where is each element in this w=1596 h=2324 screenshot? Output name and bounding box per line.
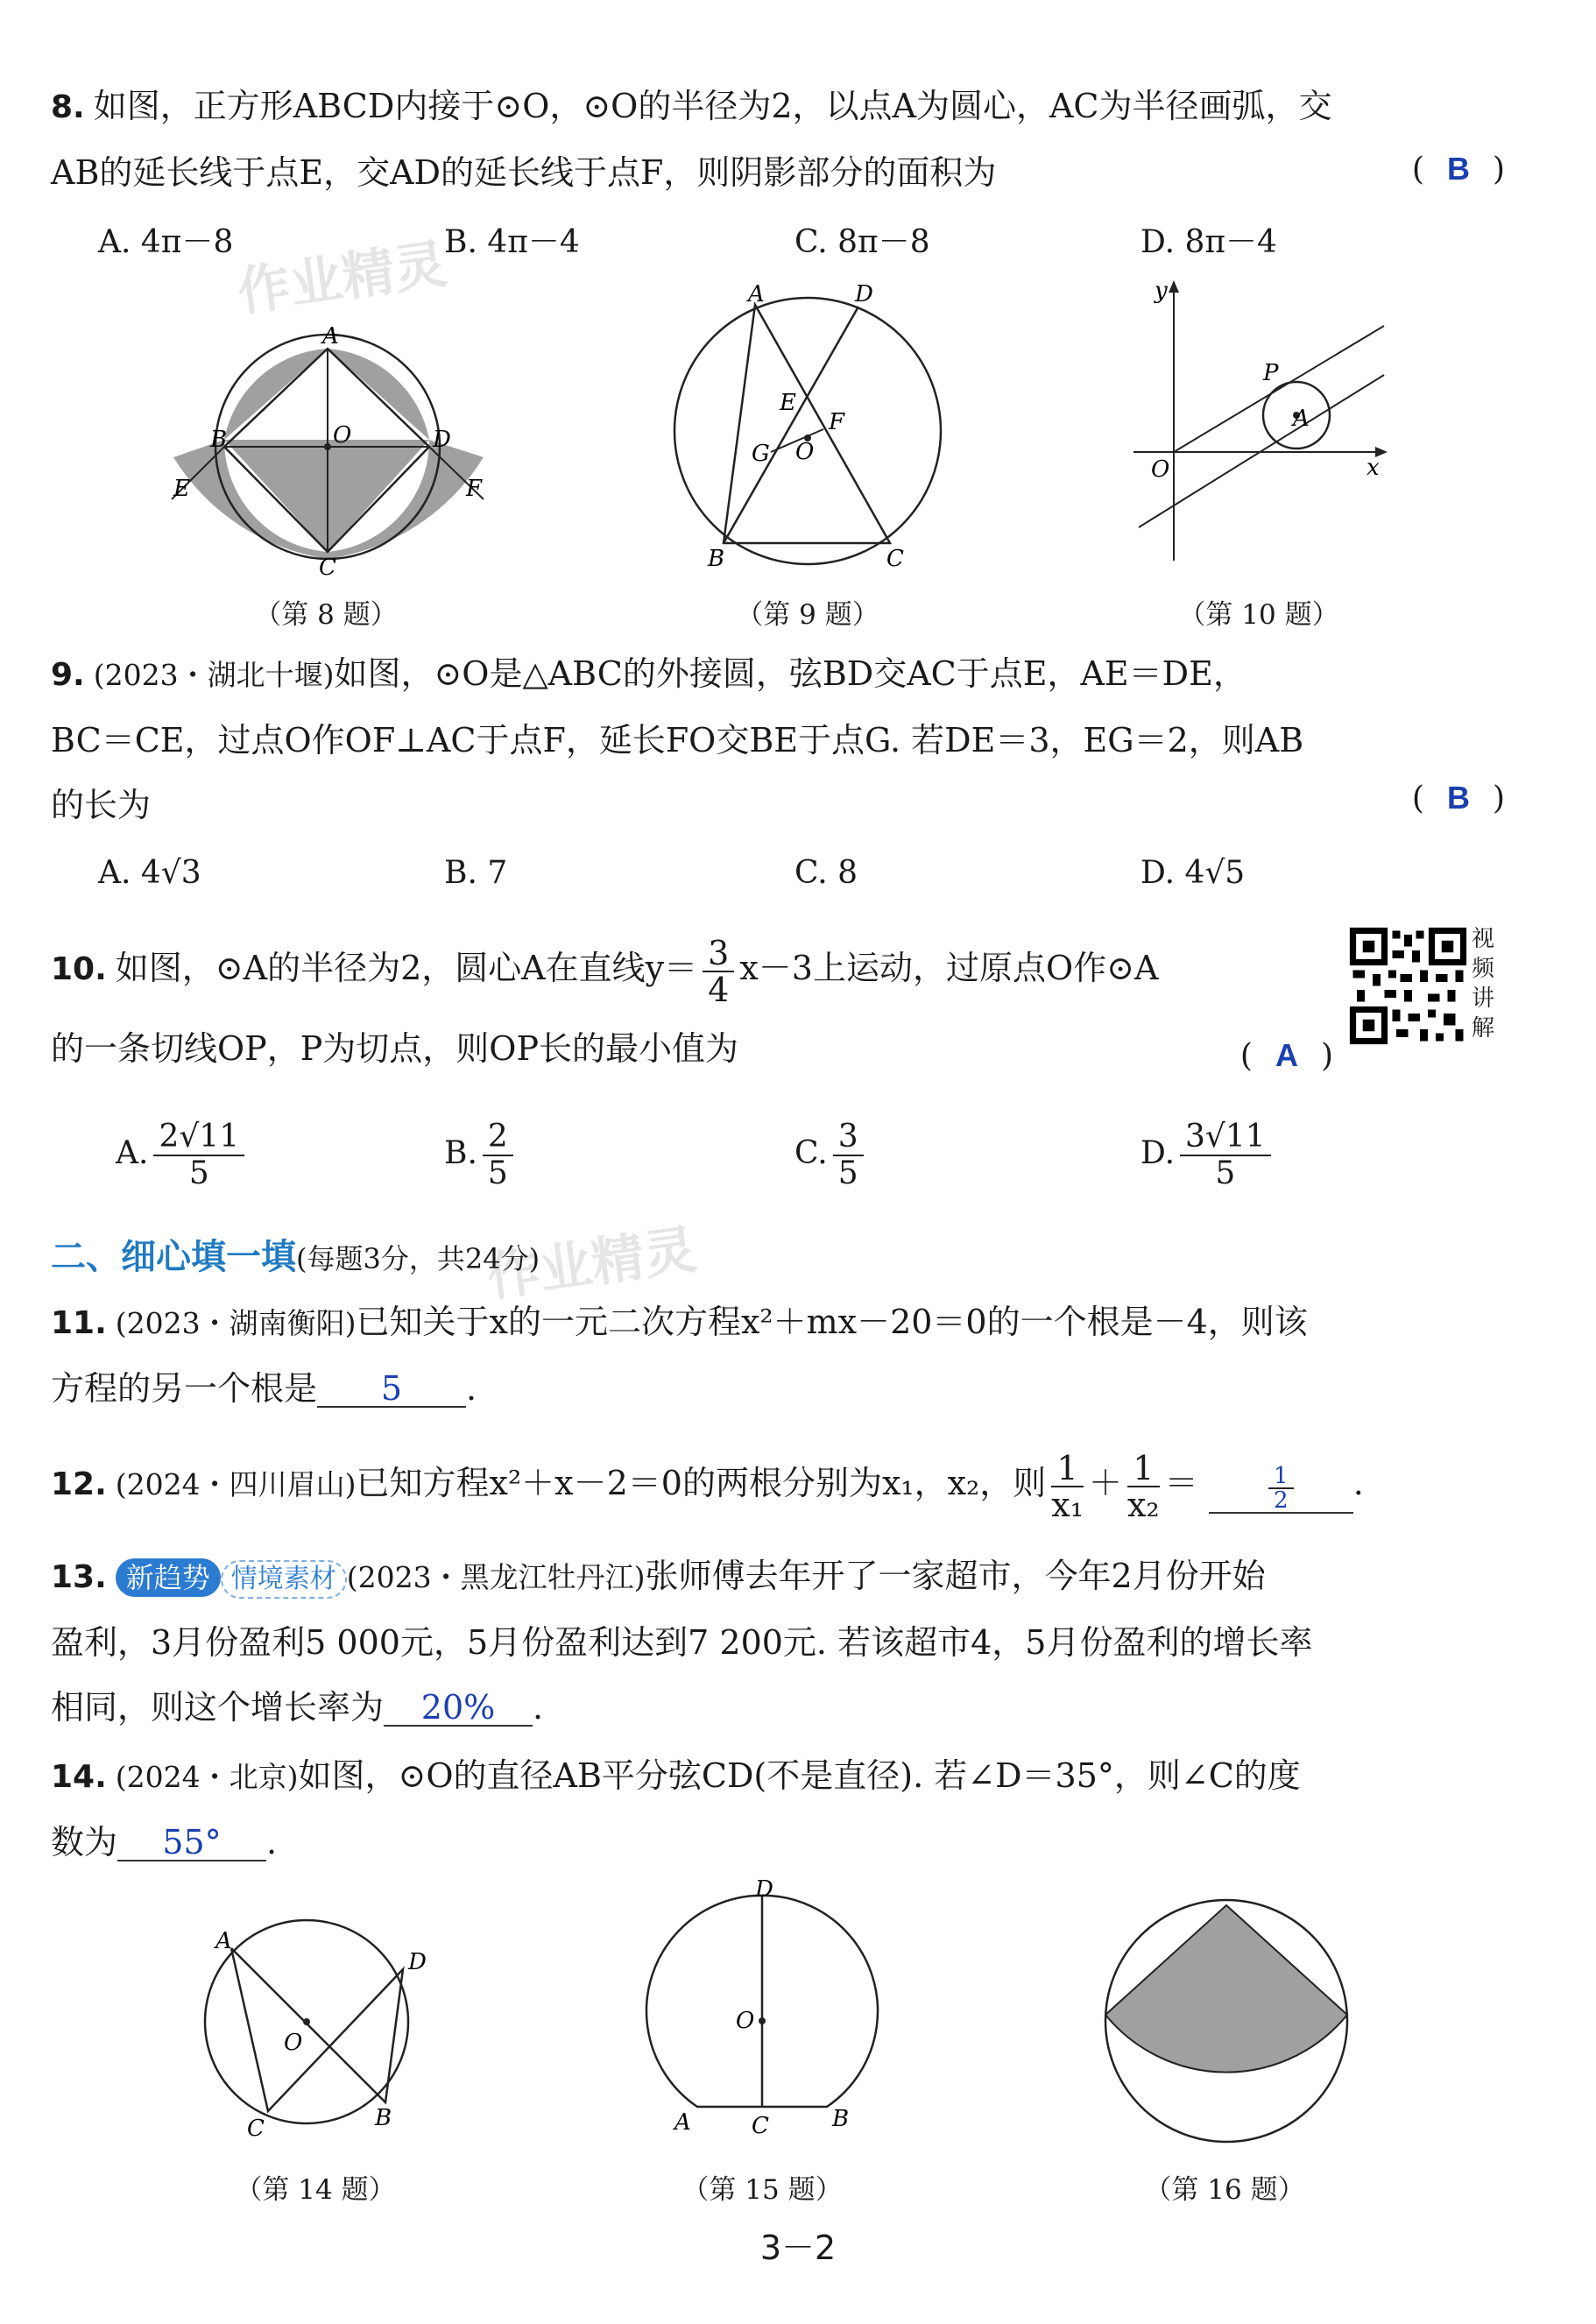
question-9: [51, 641, 1505, 837]
point-label: O: [795, 439, 815, 465]
question-number: 13.: [51, 1559, 107, 1595]
answer: B: [1446, 780, 1470, 816]
option-d[interactable]: D. 4√5: [1141, 855, 1246, 891]
option-c[interactable]: C. 8: [794, 855, 858, 891]
point-label: B: [375, 2105, 392, 2131]
point-label: D: [408, 1949, 427, 1975]
section-heading: 二、细心填一填(每题3分，共24分): [51, 1237, 540, 1277]
point-o: [303, 2018, 310, 2025]
point-label: A: [1293, 406, 1310, 432]
question-text: 如图，⊙A的半径为2，圆心A在直线y＝: [115, 949, 698, 987]
point-o: [759, 2017, 766, 2024]
figure-caption: （第 9 题）: [736, 599, 879, 631]
context-material-badge: 情境素材: [221, 1560, 347, 1599]
question-14: 14. (2024・北京)如图，⊙O的直径AB平分弦CD(不是直径). 若∠D＝35°，则∠C的度 数为 55° .: [51, 1756, 1301, 1861]
question-number: 11.: [51, 1305, 107, 1341]
question-source: (2023・黑龙江牡丹江): [346, 1560, 646, 1594]
question-12: 12. (2024・四川眉山)已知方程x²＋x－2＝0的两根分别为x₁，x₂，则 $\frac{1}{\text{x₁}}$ ＋ $\frac{1}{\text{x₂}}$ ＝ $\frac{1}{2}$ .: [51, 1448, 1364, 1524]
figure-caption: （第 14 题）: [235, 2174, 396, 2206]
question-number: 14.: [51, 1759, 107, 1795]
figure-16: [1095, 1888, 1358, 2151]
question-text: 如图，正方形ABCD内接于⊙O，⊙O的半径为2，以点A为圆心，AC为半径画弧，交: [93, 87, 1332, 125]
question-number: 10.: [51, 951, 107, 987]
fraction: $\frac{1}{\text{x₁}}$: [1051, 1448, 1084, 1524]
figure-caption: （第 8 题）: [254, 599, 398, 631]
circle-o: [674, 298, 941, 564]
point-label: B: [210, 427, 228, 453]
point-label: A: [322, 324, 339, 350]
question-13: 13. 新趋势 情境素材 (2023・黑龙江牡丹江)张师傅去年开了一家超市，今年2月份开始 盈利，3月份盈利5 000元，5月份盈利达到7 200元. 若该超市4，5月份盈利的增长率 相同，则这个增长率为 20% .: [51, 1557, 1313, 1727]
point-label: P: [1263, 360, 1279, 386]
point-label: O: [284, 2030, 303, 2056]
answer-blank[interactable]: 20%: [384, 1690, 533, 1727]
tangent-op: [1174, 326, 1384, 452]
option-c[interactable]: C. $\frac{3}{5}$: [794, 1120, 869, 1191]
answer-blank[interactable]: 55°: [117, 1825, 266, 1861]
point-label: D: [755, 1879, 773, 1903]
answer: B: [1446, 151, 1470, 187]
point-label: A: [674, 2109, 691, 2136]
option-a[interactable]: A. $\frac{2√11}{5}$: [116, 1120, 250, 1191]
new-trend-badge: 新趋势: [116, 1558, 221, 1597]
figure-14: [193, 1910, 438, 2146]
option-a[interactable]: A. 4√3: [98, 855, 201, 891]
figure-caption: （第 16 题）: [1144, 2174, 1305, 2206]
option-b[interactable]: B. $\frac{2}{5}$: [444, 1120, 519, 1191]
option-b[interactable]: B. 4π－4: [444, 224, 580, 260]
point-label: C: [752, 2113, 769, 2139]
question-number: 9.: [51, 657, 85, 693]
question-number: 8.: [51, 89, 85, 125]
point-label: E: [173, 476, 190, 502]
question-text: 相同，则这个增长率为: [51, 1688, 385, 1727]
point-label: E: [780, 390, 796, 416]
point-label: F: [829, 409, 845, 435]
axis-label: y: [1155, 278, 1168, 304]
fraction: $\frac{3}{4}$: [703, 936, 734, 1007]
figure-8: [158, 324, 508, 578]
question-11: 11. (2023・湖南衡阳)已知关于x的一元二次方程x²＋mx－20＝0的一个根是－4，则该 方程的另一个根是 5 .: [51, 1303, 1308, 1408]
point-label: D: [433, 427, 451, 453]
point-label: D: [855, 281, 873, 307]
point-label: O: [736, 2008, 755, 2034]
quadrilateral: [231, 1948, 403, 2111]
video-explanation-label[interactable]: 视频讲解: [1472, 926, 1495, 1042]
point-o: [324, 443, 331, 450]
point-label: O: [333, 422, 352, 449]
watermark: 作业精灵: [233, 233, 451, 324]
page-number: 3－2: [759, 2229, 837, 2267]
triangle-abc: [724, 305, 890, 543]
answer-blank[interactable]: $\frac{1}{2}$: [1209, 1465, 1353, 1514]
y-axis-arrow: [1169, 280, 1179, 293]
point-label: G: [752, 441, 770, 467]
figure-15: [631, 1879, 893, 2142]
question-8: [51, 74, 1505, 205]
watermark: 作业精灵: [483, 1219, 701, 1310]
figure-9: [657, 280, 955, 578]
question-text: 的长为: [51, 786, 152, 824]
question-text: 已知关于x的一元二次方程x²＋mx－20＝0的一个根是－4，则该: [356, 1303, 1308, 1341]
answer-bracket: ( A ): [1239, 1037, 1333, 1074]
option-d[interactable]: D. 8π－4: [1141, 224, 1277, 260]
question-text: 已知方程x²＋x－2＝0的两根分别为x₁，x₂，则: [356, 1464, 1047, 1502]
point-label: O: [1151, 456, 1170, 483]
qr-code-icon[interactable]: [1349, 927, 1467, 1045]
question-source: (2024・北京): [115, 1760, 299, 1794]
question-text: 张师傅去年开了一家超市，今年2月份开始: [645, 1557, 1266, 1595]
axis-label: x: [1366, 455, 1380, 481]
option-a[interactable]: A. 4π－8: [98, 224, 234, 260]
point-label: C: [247, 2116, 265, 2142]
answer: A: [1275, 1037, 1298, 1073]
question-text: 方程的另一个根是: [51, 1369, 318, 1408]
point-label: B: [832, 2106, 850, 2132]
figure-caption: （第 15 题）: [681, 2174, 843, 2206]
option-c[interactable]: C. 8π－8: [794, 224, 930, 260]
option-d[interactable]: D. $\frac{3√11}{5}$: [1141, 1120, 1276, 1191]
point-label: C: [886, 546, 904, 572]
fraction: $\frac{1}{\text{x₂}}$: [1126, 1448, 1160, 1524]
figure-caption: （第 10 题）: [1178, 599, 1339, 631]
question-number: 12.: [51, 1466, 107, 1502]
point-label: A: [748, 281, 765, 307]
point-label: C: [319, 555, 336, 578]
question-text: 的一条切线OP，P为切点，则OP长的最小值为: [51, 1029, 739, 1068]
question-source: (2023・湖南衡阳): [115, 1306, 357, 1340]
point-label: A: [215, 1928, 232, 1954]
question-text: x－3上运动，过原点O作⊙A: [739, 949, 1159, 987]
option-b[interactable]: B. 7: [444, 855, 508, 891]
answer-blank[interactable]: 5: [317, 1371, 466, 1408]
answer-bracket: ( B ): [1411, 780, 1505, 816]
point-label: B: [708, 546, 725, 572]
figure-10: [1121, 272, 1402, 578]
question-text: AB的延长线于点E，交AD的延长线于点F，则阴影部分的面积为: [51, 153, 997, 192]
point-label: F: [466, 476, 483, 502]
question-source: (2023・湖北十堰): [93, 658, 335, 692]
shaded-sector: [1105, 1905, 1347, 2073]
question-text: 盈利，3月份盈利5 000元，5月份盈利达到7 200元. 若该超市4，5月份盈利的增长率: [51, 1623, 1313, 1662]
question-text: 如图，⊙O的直径AB平分弦CD(不是直径). 若∠D＝35°，则∠C的度: [298, 1756, 1301, 1795]
question-text: 如图，⊙O是△ABC的外接圆，弦BD交AC于点E，AE＝DE，: [334, 654, 1246, 693]
question-text: BC＝CE，过点O作OF⊥AC于点F，延长FO交BE于点G. 若DE＝3，EG＝2，则AB: [51, 721, 1304, 759]
question-source: (2024・四川眉山): [115, 1467, 357, 1501]
question-text: 数为: [51, 1823, 118, 1861]
answer-bracket: ( B ): [1411, 151, 1505, 187]
